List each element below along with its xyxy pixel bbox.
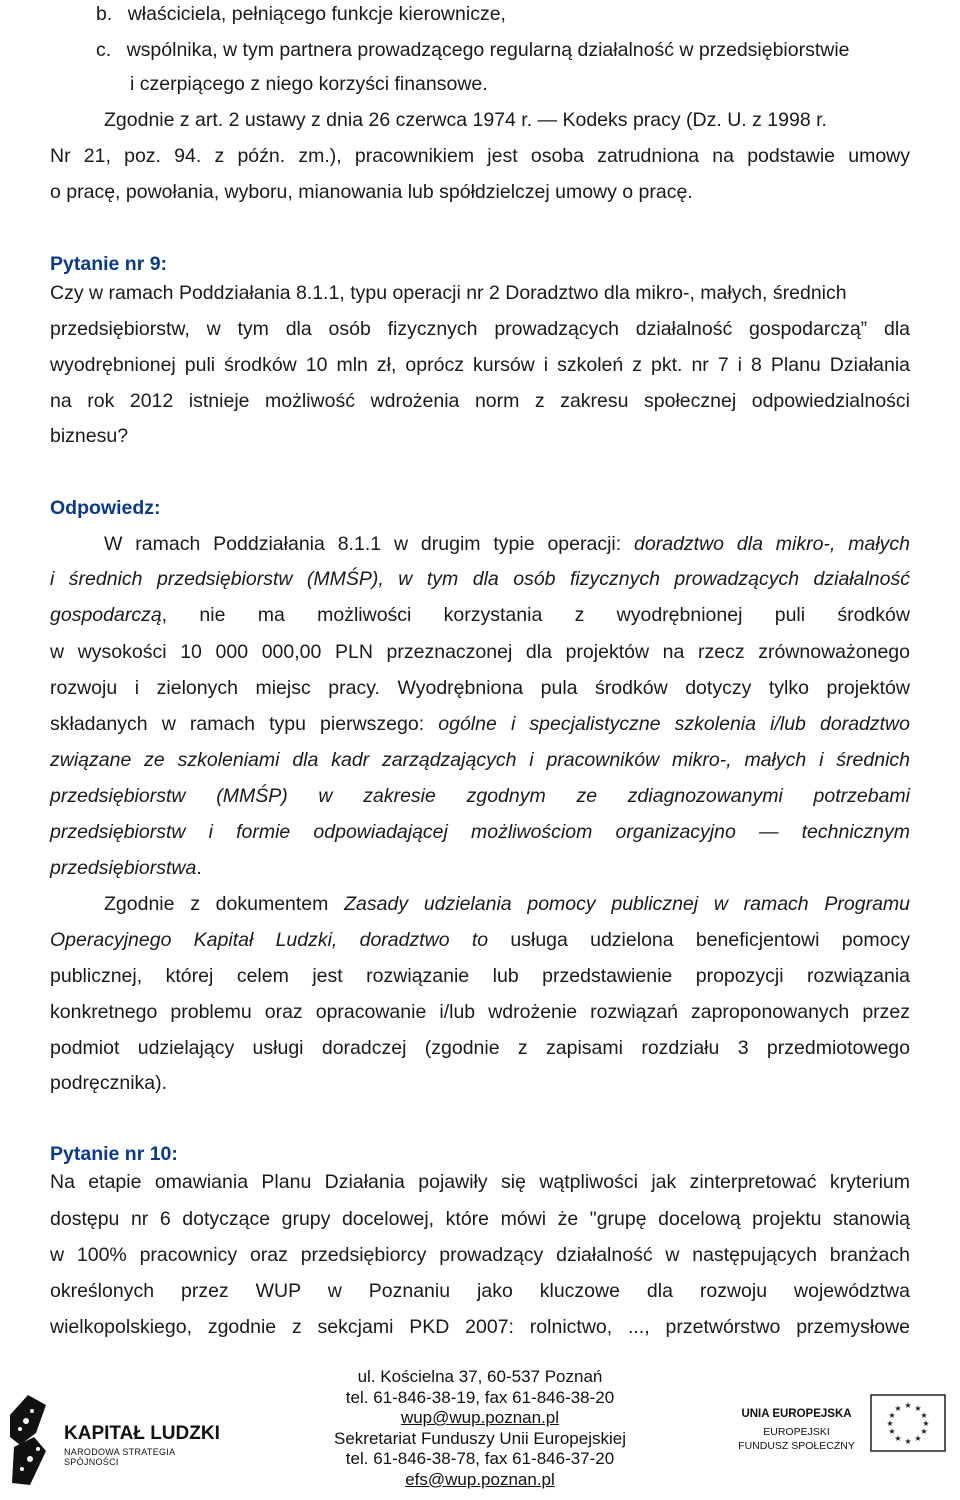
answer-line: i średnich przedsiębiorstw (MMŚP), w tym dla osób fizycznych prowadzących działalność — [50, 568, 910, 590]
svg-text:★: ★ — [920, 1427, 928, 1436]
svg-text:★: ★ — [914, 1434, 922, 1443]
answer-line: przedsiębiorstw i formie odpowiadającej możliwościom organizacyjno — technicznym — [50, 821, 910, 843]
footer-address: ul. Kościelna 37, 60-537 Poznań — [357, 1367, 603, 1386]
answer-line: związane ze szkoleniami dla kadr zarządzających i pracowników mikro-, małych i średnich — [50, 749, 910, 771]
question-9-line: na rok 2012 istnieje możliwość wdrożenia norm z zakresu społecznej odpowiedzialności — [50, 390, 910, 412]
question-9-line: wyodrębnionej puli środków 10 mln zł, oprócz kursów i szkoleń z pkt. nr 7 i 8 Planu Działania — [50, 354, 910, 376]
svg-text:★: ★ — [888, 1411, 896, 1420]
question-10-line: wielkopolskiego, zgodnie z sekcjami PKD 2007: rolnictwo, ..., przetwórstwo przemysłowe — [50, 1316, 910, 1338]
answer-line: rozwoju i zielonych miejsc pracy. Wyodrębniona pula środków dotyczy tylko projektów — [50, 677, 910, 699]
eu-logo — [720, 1392, 960, 1492]
intro-line: Nr 21, poz. 94. z późn. zm.), pracownikiem jest osoba zatrudniona na podstawie umowy — [50, 145, 910, 167]
answer-9-heading: Odpowiedz: — [50, 497, 161, 519]
answer-line: składanych w ramach typu pierwszego: ogólne i specjalistyczne szkolenia i/lub doradztwo — [50, 713, 910, 735]
eu-logo-line3: FUNDUSZ SPOŁECZNY — [738, 1440, 855, 1452]
logo-title: KAPITAŁ LUDZKI — [64, 1423, 220, 1444]
footer-email-link[interactable]: wup@wup.poznan.pl — [400, 1408, 560, 1427]
question-10-line: Na etapie omawiania Planu Działania pojawiły się wątpliwości jak zinterpretować kryterium — [50, 1171, 910, 1193]
question-10-line: w 100% pracownicy oraz przedsiębiorcy prowadzący działalność w następujących branżach — [50, 1244, 910, 1266]
svg-text:★: ★ — [922, 1419, 930, 1428]
svg-text:★: ★ — [888, 1427, 896, 1436]
footer-phone: tel. 61-846-38-78, fax 61-846-37-20 — [345, 1449, 615, 1468]
answer-line: Operacyjnego Kapitał Ludzki, doradztwo to usługa udzielona beneficjentowi pomocy — [50, 929, 910, 951]
answer-line: w wysokości 10 000 000,00 PLN przeznaczonej dla projektów na rzecz zrównoważonego — [50, 641, 910, 663]
intro-line: o pracę, powołania, wyboru, mianowania lub spółdzielczej umowy o pracę. — [50, 181, 693, 203]
svg-text:★: ★ — [914, 1404, 922, 1413]
answer-line: przedsiębiorstwa. — [50, 857, 202, 879]
eu-logo-line2: EUROPEJSKI — [763, 1426, 830, 1438]
footer-address-block — [300, 1367, 660, 1490]
answer-line: przedsiębiorstw (MMŚP) w zakresie zgodnym ze zdiagnozowanymi potrzebami — [50, 785, 910, 807]
question-9-line: przedsiębiorstw, w tym dla osób fizycznych prowadzących działalność gospodarczą” dla — [50, 318, 910, 340]
eu-logo-line1: UNIA EUROPEJSKA — [741, 1408, 852, 1420]
footer-email-link[interactable]: efs@wup.poznan.pl — [405, 1469, 555, 1489]
intro-line: Zgodnie z art. 2 ustawy z dnia 26 czerwca 1974 r. — Kodeks pracy (Dz. U. z 1998 r. — [104, 109, 827, 131]
answer-line: publicznej, której celem jest rozwiązanie lub przedstawienie propozycji rozwiązania — [50, 965, 910, 987]
svg-text:★: ★ — [904, 1401, 912, 1410]
eu-flag-icon — [870, 1394, 946, 1452]
answer-line: gospodarczą, nie ma możliwości korzystania z wyodrębnionej puli środków — [50, 604, 910, 626]
question-9-line: Czy w ramach Poddziałania 8.1.1, typu operacji nr 2 Doradztwo dla mikro-, małych, średnich — [50, 282, 847, 304]
list-item-c: c. wspólnika, w tym partnera prowadzącego regularną działalność w przedsiębiorstwie — [96, 39, 850, 61]
answer-line: podmiot udzielający usługi doradczej (zgodnie z zapisami rozdziału 3 przedmiotowego — [50, 1037, 910, 1059]
list-item-b: b. właściciela, pełniącego funkcje kierownicze, — [96, 3, 506, 25]
answer-line: Zgodnie z dokumentem Zasady udzielania pomocy publicznej w ramach Programu — [104, 893, 910, 915]
footer-department: Sekretariat Funduszy Unii Europejskiej — [334, 1428, 626, 1448]
question-10-heading: Pytanie nr 10: — [50, 1143, 178, 1165]
footer-phone: tel. 61-846-38-19, fax 61-846-38-20 — [345, 1387, 615, 1407]
answer-line: konkretnego problemu oraz opracowanie i/lub wdrożenie rozwiązań zaproponowanych przez — [50, 1001, 910, 1023]
svg-text:★: ★ — [894, 1404, 902, 1413]
svg-text:★: ★ — [894, 1434, 902, 1443]
answer-line: W ramach Poddziałania 8.1.1 w drugim typie operacji: doradztwo dla mikro-, małych — [104, 533, 911, 555]
logo-subtitle: NARODOWA STRATEGIA SPÓJNOŚCI — [64, 1447, 175, 1467]
question-10-line: określonych przez WUP w Poznaniu jako kluczowe dla rozwoju województwa — [50, 1280, 910, 1302]
svg-text:★: ★ — [904, 1437, 912, 1446]
kapital-ludzki-logo — [0, 1385, 230, 1495]
list-item-c-continuation: i czerpiącego z niego korzyści finansowe. — [130, 73, 488, 95]
question-10-line: dostępu nr 6 dotyczące grupy docelowej, które mówi że "grupę docelową projektu stanowią — [50, 1208, 910, 1230]
svg-text:★: ★ — [886, 1419, 894, 1428]
svg-text:★: ★ — [920, 1411, 928, 1420]
answer-line: podręcznika). — [50, 1072, 168, 1094]
question-9-line: biznesu? — [50, 425, 129, 447]
question-9-heading: Pytanie nr 9: — [50, 253, 168, 275]
